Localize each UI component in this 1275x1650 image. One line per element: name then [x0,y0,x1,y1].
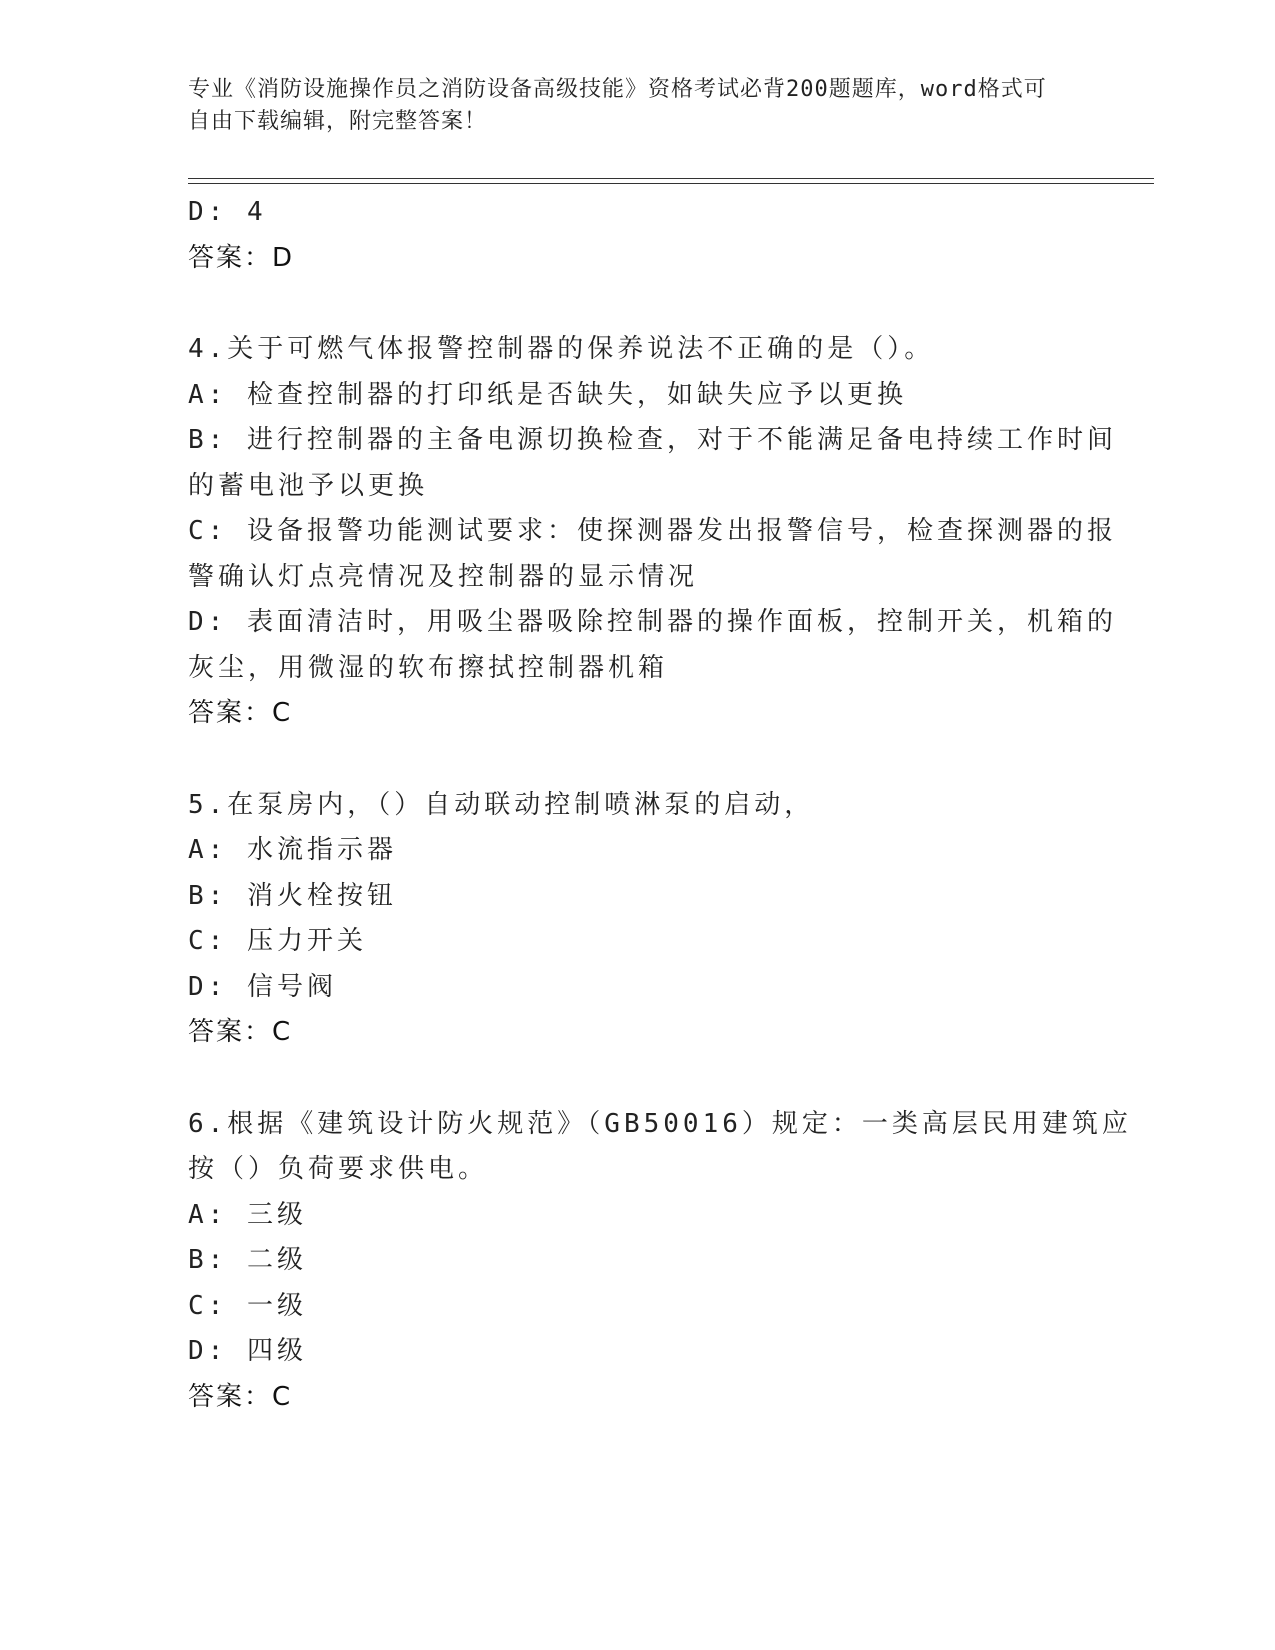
option-c: C: 一级 [188,1290,307,1321]
answer: 答案：C [188,1017,293,1047]
option-d-continued: 灰尘，用微湿的软布擦拭控制器机箱 [188,652,669,683]
option-b-continued: 的蓄电池予以更换 [188,470,429,501]
option-b: B: 消火栓按钮 [188,880,397,911]
spacer [188,1056,1088,1102]
option-b: B: 二级 [188,1245,307,1275]
header-divider-bottom [188,183,1154,184]
question-4 [188,327,1117,737]
option-c-continued: 警确认灯点亮情况及控制器的显示情况 [188,561,699,592]
question-stem: 6.根据《建筑设计防火规范》（GB50016）规定：一类高层民用建筑应 [188,1108,1132,1139]
spacer [188,281,1088,327]
previous-question-tail [188,190,1088,281]
question-5 [188,783,1088,1056]
answer: 答案：C [188,698,293,728]
page-header: 专业《消防设施操作员之消防设备高级技能》资格考试必背200题题库，word格式可自由下载编辑，附完整答案！ [188,77,1047,134]
option-a: A: 水流指示器 [188,835,397,865]
question-stem: 5.在泵房内，（）自动联动控制喷淋泵的启动， [188,789,815,820]
option-d: D: 4 [188,197,267,227]
answer: 答案：D [188,242,295,273]
option-d: D: 表面清洁时，用吸尘器吸除控制器的操作面板，控制开关，机箱的 [188,607,1117,637]
option-b: B: 进行控制器的主备电源切换检查，对于不能满足备电持续工作时间 [188,425,1117,455]
option-c: C: 设备报警功能测试要求：使探测器发出报警信号，检查探测器的报 [188,516,1117,546]
option-d: D: 信号阀 [188,971,337,1002]
option-a: A: 检查控制器的打印纸是否缺失，如缺失应予以更换 [188,379,907,410]
document-body [188,190,1132,1420]
option-a: A: 三级 [188,1199,307,1230]
answer: 答案：C [188,1381,293,1412]
header-divider-top [188,178,1154,179]
option-d: D: 四级 [188,1336,307,1366]
question-stem: 4.关于可燃气体报警控制器的保养说法不正确的是（）。 [188,334,935,364]
option-c: C: 压力开关 [188,926,367,956]
question-6 [188,1102,1132,1421]
question-stem-continued: 按（）负荷要求供电。 [188,1154,489,1184]
spacer [188,737,1088,783]
